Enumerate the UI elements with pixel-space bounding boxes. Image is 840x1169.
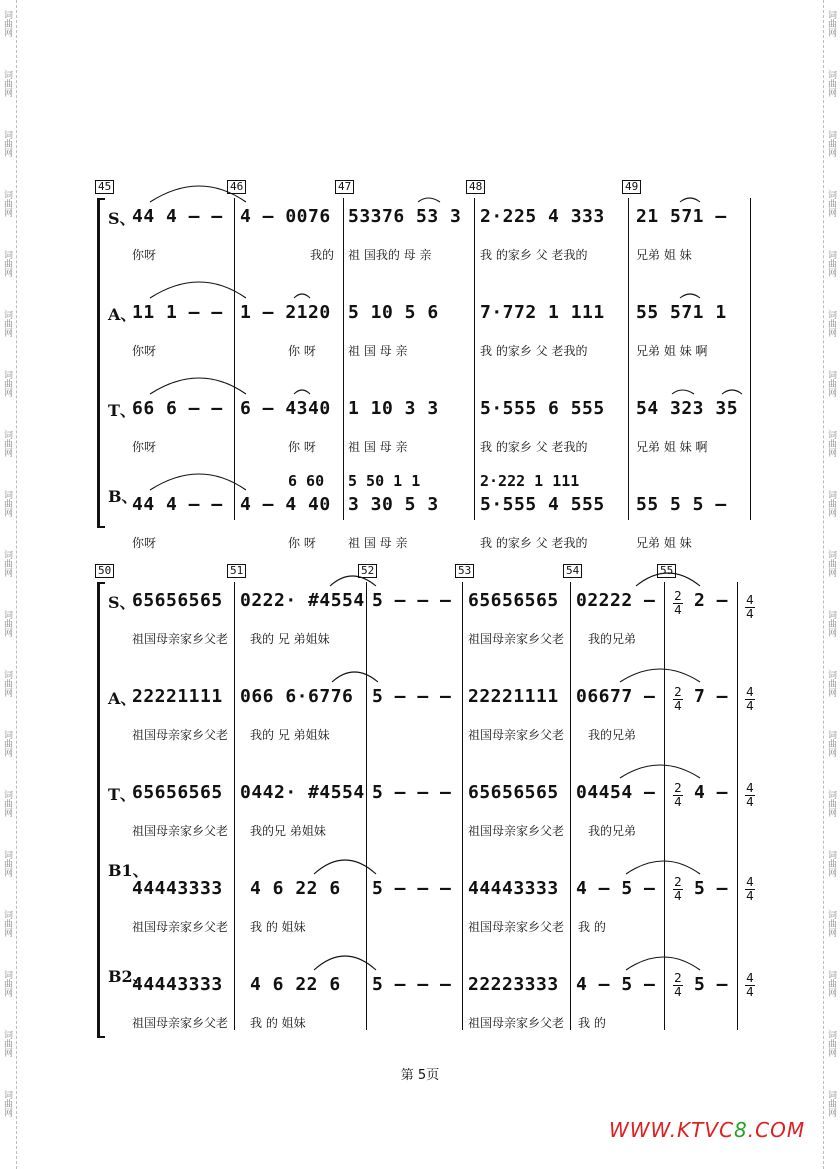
bass-measure: 5·555 4 555 (480, 494, 605, 515)
voice-label-tenor: T、 (108, 401, 136, 420)
watermark-text: 词曲网 (826, 610, 836, 637)
tie-slur (150, 282, 246, 298)
watermark-text: 词曲网 (826, 730, 836, 757)
watermark-text: 词曲网 (2, 670, 12, 697)
voice-label-alto: A、 (108, 305, 137, 324)
soprano-measure: 2·225 4 333 (480, 206, 605, 227)
bass-measure: 44 4 – – (132, 494, 223, 515)
time-sig-bottom: 4 (674, 795, 682, 809)
time-sig-bottom: 4 (674, 603, 682, 617)
lyric: 你 呀 (288, 440, 316, 454)
tie-slur (680, 198, 700, 202)
lyric: 我 的家乡 父 老我的 (480, 440, 588, 454)
soprano-measure: 02222 – (576, 590, 656, 611)
watermark-text: 词曲网 (826, 670, 836, 697)
tenor-measure: 5·555 6 555 (480, 398, 605, 419)
time-sig-bottom: 4 (746, 889, 754, 903)
tenor-measure: 0442· #4554 (240, 782, 365, 803)
time-sig-bottom: 4 (746, 795, 754, 809)
soprano-measure: 65656565 (132, 590, 223, 611)
voice-label-tenor: T、 (108, 785, 136, 804)
bass1-measure: 4 6 22 6 (250, 878, 341, 899)
tenor-measure: 4 – (694, 782, 729, 803)
lyric: 你 呀 (288, 536, 316, 550)
lyric: 祖国母亲家乡父老 (132, 728, 229, 742)
lyric: 祖国母亲家乡父老 (468, 824, 565, 838)
watermark-text: 词曲网 (826, 370, 836, 397)
watermark-text: 词曲网 (826, 130, 836, 157)
lyric: 我 的家乡 父 老我的 (480, 536, 588, 550)
lyric: 祖国母亲家乡父老 (468, 632, 565, 646)
alto-measure: 7 – (694, 686, 729, 707)
watermark-text: 词曲网 (826, 850, 836, 877)
measure-number: 48 (466, 180, 485, 194)
lyric: 我的 兄 弟姐妹 (250, 632, 330, 646)
lyric: 兄弟 姐 妹 啊 (636, 344, 708, 358)
alto-measure: 11 1 – – (132, 302, 223, 323)
alto-measure: 5 10 5 6 (348, 302, 439, 323)
time-sig-top: 2 (674, 685, 682, 699)
tie-slur (150, 186, 246, 202)
lyric: 祖 国我的 母 亲 (348, 248, 432, 262)
alto-measure: 22221111 (132, 686, 223, 707)
measure-number: 47 (335, 180, 354, 194)
lyric: 我 的 姐妹 (250, 920, 306, 934)
tenor-measure: 54 323 35 (636, 398, 739, 419)
watermark-text: 词曲网 (826, 190, 836, 217)
watermark-text: 词曲网 (826, 1030, 836, 1057)
lyric: 祖 国 母 亲 (348, 440, 408, 454)
lyric: 兄弟 姐 妹 (636, 248, 692, 262)
time-sig-top: 2 (674, 589, 682, 603)
tenor-measure: 5 – – – (372, 782, 452, 803)
watermark-text: 词曲网 (2, 790, 12, 817)
bass2-measure: 5 – (694, 974, 729, 995)
lyric: 兄弟 姐 妹 (636, 536, 692, 550)
voice-label-soprano: S、 (108, 209, 136, 228)
website-link[interactable] (609, 1118, 805, 1142)
tie-slur (314, 956, 376, 970)
watermark-text: 词曲网 (2, 610, 12, 637)
tie-slur (294, 390, 310, 394)
voice-label-bass1: B1、 (108, 861, 149, 880)
time-sig-top: 4 (746, 593, 754, 607)
measure-number: 50 (95, 564, 114, 578)
watermark-text: 词曲网 (2, 190, 12, 217)
soprano-measure: 21 571 – (636, 206, 727, 227)
lyric: 我 的 (578, 920, 606, 934)
bass2-measure: 4 6 22 6 (250, 974, 341, 995)
tie-slur (672, 390, 694, 394)
time-sig-bottom: 4 (746, 607, 754, 621)
tie-slur (418, 198, 440, 202)
bass2-measure: 4 – 5 – (576, 974, 656, 995)
alto-measure: 55 571 1 (636, 302, 727, 323)
watermark-text: 词曲网 (826, 310, 836, 337)
lyric: 祖国母亲家乡父老 (468, 728, 565, 742)
tenor-measure: 04454 – (576, 782, 656, 803)
watermark-text: 词曲网 (826, 910, 836, 937)
bass1-measure: 5 – (694, 878, 729, 899)
lyric: 我的兄 弟姐妹 (250, 824, 326, 838)
tie-slur (294, 294, 310, 298)
alto-measure: 7·772 1 111 (480, 302, 605, 323)
bass-measure: 3 30 5 3 (348, 494, 439, 515)
time-sig-top: 2 (674, 971, 682, 985)
tenor-measure: 6 – 4340 (240, 398, 331, 419)
lyric: 祖国母亲家乡父老 (468, 1016, 565, 1030)
time-sig-bottom: 4 (674, 889, 682, 903)
watermark-text: 词曲网 (2, 10, 12, 37)
watermark-text: 词曲网 (826, 70, 836, 97)
lyric: 我的兄弟 (588, 824, 637, 838)
watermark-text: 词曲网 (2, 730, 12, 757)
watermark-text: 词曲网 (2, 550, 12, 577)
bass-upper-part: 5 50 1 1 (348, 472, 421, 490)
tie-slur (626, 861, 700, 874)
time-sig-bottom: 4 (746, 985, 754, 999)
time-sig-bottom: 4 (674, 699, 682, 713)
soprano-measure: 0222· #4554 (240, 590, 365, 611)
watermark-text: 词曲网 (2, 310, 12, 337)
time-sig-top: 2 (674, 875, 682, 889)
tie-slur (722, 390, 742, 394)
watermark-text: 词曲网 (826, 550, 836, 577)
lyric: 你呀 (132, 536, 157, 550)
alto-measure: 5 – – – (372, 686, 452, 707)
watermark-text: 词曲网 (826, 10, 836, 37)
soprano-measure: 4 – 0076 (240, 206, 331, 227)
lyric: 祖国母亲家乡父老 (132, 824, 229, 838)
lyric: 我的 (310, 248, 335, 262)
measure-number: 52 (358, 564, 377, 578)
tie-slur (626, 957, 700, 970)
lyric: 我 的 姐妹 (250, 1016, 306, 1030)
bass2-measure: 22223333 (468, 974, 559, 995)
watermark-text: 词曲网 (2, 1030, 12, 1057)
website-prefix: WWW.KTVC (609, 1118, 735, 1142)
lyric: 我 的家乡 父 老我的 (480, 248, 588, 262)
voice-label-soprano: S、 (108, 593, 136, 612)
lyric: 祖国母亲家乡父老 (132, 632, 229, 646)
tie-slur (330, 576, 376, 586)
alto-measure: 1 – 2120 (240, 302, 331, 323)
measure-number: 51 (227, 564, 246, 578)
watermark-text: 词曲网 (2, 1090, 12, 1117)
alto-measure: 22221111 (468, 686, 559, 707)
soprano-measure: 5 – – – (372, 590, 452, 611)
measure-number: 49 (622, 180, 641, 194)
alto-measure: 066 6·6776 (240, 686, 354, 707)
watermark-text: 词曲网 (826, 1090, 836, 1117)
measure-number: 46 (227, 180, 246, 194)
watermark-text: 词曲网 (2, 70, 12, 97)
bass1-measure: 4 – 5 – (576, 878, 656, 899)
watermark-text: 词曲网 (826, 790, 836, 817)
tie-slur (314, 860, 376, 874)
time-sig-top: 4 (746, 685, 754, 699)
time-sig-bottom: 4 (746, 699, 754, 713)
lyric: 我 的 (578, 1016, 606, 1030)
tie-slur (332, 672, 378, 682)
tie-slur (680, 294, 700, 298)
watermark-text: 词曲网 (2, 370, 12, 397)
voice-label-bass2: B2、 (108, 967, 149, 986)
bass-measure: 4 – 4 40 (240, 494, 331, 515)
watermark-text: 词曲网 (2, 970, 12, 997)
bass-upper-part: 2·222 1 111 (480, 472, 580, 490)
lyric: 祖国母亲家乡父老 (468, 920, 565, 934)
alto-measure: 06677 – (576, 686, 656, 707)
time-sig-top: 4 (746, 971, 754, 985)
watermark-text: 词曲网 (826, 490, 836, 517)
voice-label-bass: B、 (108, 487, 138, 506)
lyric: 我的兄弟 (588, 632, 637, 646)
time-sig-top: 4 (746, 781, 754, 795)
voice-label-alto: A、 (108, 689, 137, 708)
time-sig-bottom: 4 (674, 985, 682, 999)
watermark-text: 词曲网 (2, 430, 12, 457)
watermark-text: 词曲网 (2, 130, 12, 157)
watermark-text: 词曲网 (2, 850, 12, 877)
measure-number: 45 (95, 180, 114, 194)
tie-slur (636, 573, 700, 586)
lyric: 你呀 (132, 440, 157, 454)
website-digit: 8 (734, 1118, 748, 1142)
lyric: 祖国母亲家乡父老 (132, 1016, 229, 1030)
lyric: 我 的家乡 父 老我的 (480, 344, 588, 358)
bass2-measure: 5 – – – (372, 974, 452, 995)
time-sig-top: 4 (746, 875, 754, 889)
measure-number: 54 (563, 564, 582, 578)
watermark-text: 词曲网 (2, 490, 12, 517)
bass1-measure: 5 – – – (372, 878, 452, 899)
tenor-measure: 1 10 3 3 (348, 398, 439, 419)
bass2-measure: 44443333 (132, 974, 223, 995)
tenor-measure: 65656565 (132, 782, 223, 803)
bass-upper-part: 6 60 (288, 472, 325, 490)
lyric: 你 呀 (288, 344, 316, 358)
lyric: 你呀 (132, 344, 157, 358)
lyric: 你呀 (132, 248, 157, 262)
watermark-text: 词曲网 (826, 250, 836, 277)
watermark-text: 词曲网 (2, 250, 12, 277)
watermark-text: 词曲网 (2, 910, 12, 937)
tie-slur (150, 474, 246, 490)
soprano-measure: 65656565 (468, 590, 559, 611)
lyric: 我的 兄 弟姐妹 (250, 728, 330, 742)
bass1-measure: 44443333 (468, 878, 559, 899)
measure-number: 53 (455, 564, 474, 578)
tenor-measure: 65656565 (468, 782, 559, 803)
tie-slur (620, 765, 700, 778)
bass1-measure: 44443333 (132, 878, 223, 899)
lyric: 祖国母亲家乡父老 (132, 920, 229, 934)
soprano-measure: 44 4 – – (132, 206, 223, 227)
soprano-measure: 53376 53 3 (348, 206, 462, 227)
tenor-measure: 66 6 – – (132, 398, 223, 419)
website-suffix: .COM (747, 1118, 806, 1142)
tie-slur (150, 378, 246, 394)
lyric: 兄弟 姐 妹 啊 (636, 440, 708, 454)
soprano-measure: 2 – (694, 590, 729, 611)
time-sig-top: 2 (674, 781, 682, 795)
page-number: 第 5页 (400, 1068, 440, 1083)
bass-measure: 55 5 5 – (636, 494, 727, 515)
watermark-text: 词曲网 (826, 430, 836, 457)
watermark-text: 词曲网 (826, 970, 836, 997)
lyric: 祖 国 母 亲 (348, 536, 408, 550)
measure-number: 55 (657, 564, 676, 578)
lyric: 祖 国 母 亲 (348, 344, 408, 358)
lyric: 我的兄弟 (588, 728, 637, 742)
tie-slur (620, 669, 700, 682)
